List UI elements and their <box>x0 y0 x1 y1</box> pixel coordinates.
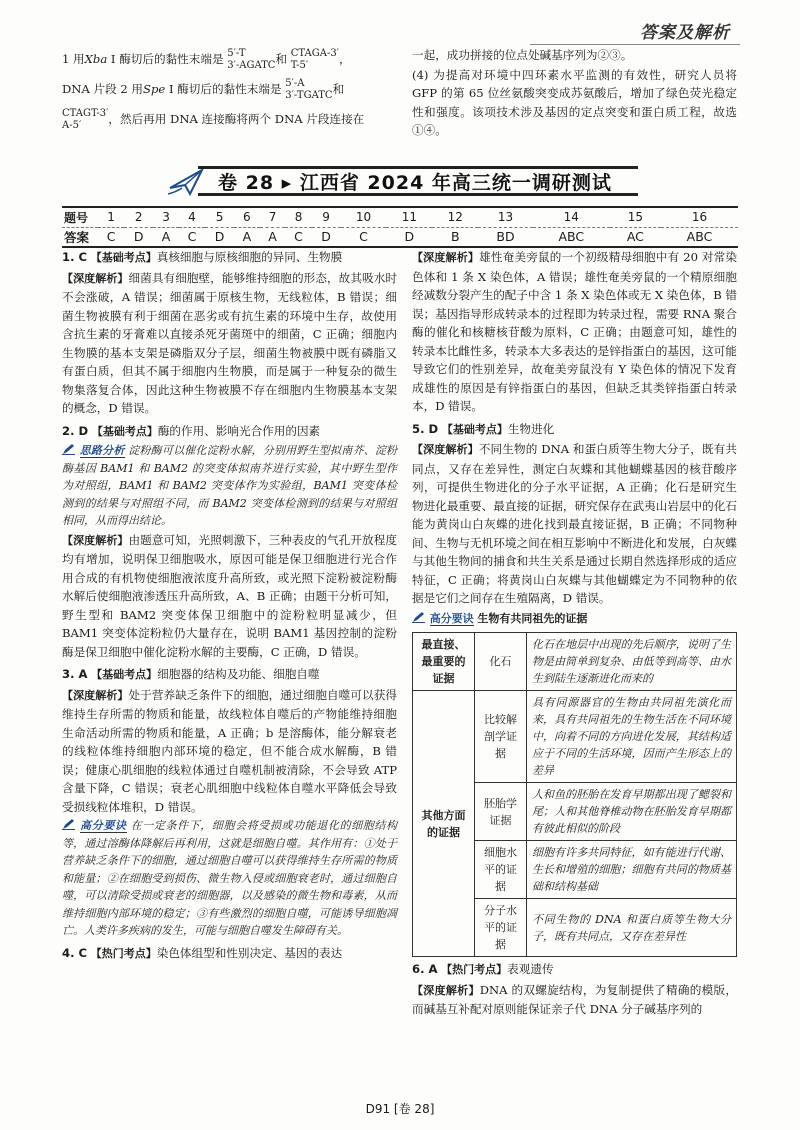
answer-cell: A <box>260 227 286 247</box>
q5-analysis: 【深度解析】不同生物的 DNA 和蛋白质等生物大分子，既有共同点，又存在差异性，测定白灰蝶和其他蝴蝶基因的核苷酸序列，可提供生物进化的分子水平证据，A 正确；化石是研究生物进化最重要、最直接的证据，研究保存在武夷山岩层中的化石能为黄岗山白灰蝶的进化找到最直接证据，B 正确；不同物种间、生物与无机环境之间在相互影响中不断进化和发展，白灰蝶与其他生物间的捕食和共生关系是通过长期自然选择形成的适应特征，C 正确；将黄岗山白灰蝶与其他蝴蝶定为不同物种的依据是它们之间存在生殖隔离，D 错误。 <box>412 442 738 605</box>
answer-cell: A <box>153 227 179 247</box>
question-number-label: 题号 <box>62 207 98 227</box>
q2-idea: 思路分析 淀粉酶可以催化淀粉水解，分别用野生型拟南芥、淀粉酶基因 BAM1 和 BAM2 的突变体拟南芥进行实验，其中野生型作为对照组，BAM1 和 BAM2 突变体作为实验组，BAM1 突变体检测到的结果与对照组不同，而 BAM2 突变体检测到的结果与对照组相同，从而得出结论。 <box>62 444 398 527</box>
answer-row <box>62 227 738 247</box>
question-number-cell: 5 <box>205 207 234 227</box>
answer-cell: ABC <box>533 227 610 247</box>
right-top-continuation <box>412 46 737 141</box>
answer-label: 答案 <box>62 227 98 247</box>
q2-heading: 2. D 【基础考点】酶的作用、影响光合作用的因素 <box>62 423 321 438</box>
q1-analysis: 【深度解析】细菌具有细胞壁，能够维持细胞的形态，故其吸水时不会涨破，A 错误；细菌属于原核生物，无线粒体，B 错误；细菌生物被膜有利于细菌在恶劣或有抗生素的环境中生存，故使用含抗生素的牙膏难以直接杀死牙菌斑中的细菌，C 正确；细胞内生物膜的基本支架是磷脂双分子层，细菌生物被膜中既有磷脂又有蛋白质，但其不属于细胞内生物膜，而是属于一种复杂的微生物集落复合体，因此这种生物被膜不存在细胞内生物膜基本支架的概念，D 错误。 <box>62 270 397 415</box>
q3-key-tip: 高分要诀 在一定条件下，细胞会将受损或功能退化的细胞结构等，通过溶酶体降解后再利用，这就是细胞自噬。其作用有：①处于营养缺乏条件下的细胞，通过细胞自噬可以获得维持生存所需的物质和能量；②在细胞受到损伤、微生物入侵或细胞衰老时，通过细胞自噬，可以清除受损或衰老的细胞器，以及感染的微生物和毒素，从而维持细胞内部环境的稳定；③有些激烈的细胞自噬，可能诱导细胞凋亡。人类许多疾病的发生，可能与细胞自噬发生障碍有关。 <box>62 819 398 937</box>
question-number-cell: 3 <box>153 207 179 227</box>
q3-analysis: 【深度解析】处于营养缺乏条件下的细胞，通过细胞自噬可以获得维持生存所需的物质和能量，故线粒体自噬后的产物能维持细胞生命活动所需的物质和能量，A 正确；b 是溶酶体，能分解衰老的线粒体维持细胞内部环境的稳定，但不能合成水解酶，B 错误；健康心肌细胞的线粒体通过自噬机制被清除，不会导致 ATP 含量下降，C 错误；衰老心肌细胞中线粒体自噬水平降低会导致受损线粒体堆积，D 错误。 <box>62 687 397 814</box>
answer-cell: D <box>205 227 234 247</box>
answer-cell: D <box>312 227 341 247</box>
q2-analysis: 【深度解析】由题意可知，光照刺激下，三种表皮的气孔开放程度均有增加，说明保卫细胞吸水，原因可能是保卫细胞进行光合作用合成的有机物使细胞液浓度升高所致，或光照下淀粉被淀粉酶水解后使细胞液渗透压升高所致，A、B 正确；由题干分析可知，野生型和 BAM2 突变体保卫细胞中的淀粉粒明显减少，但 BAM1 突变体淀粉粒仍大量存在，说明 BAM1 基因控制的淀粉酶是保卫细胞中催化淀粉水解的主要酶，C 正确，D 错误。 <box>62 532 397 659</box>
sticky-end-2: CTAGA-3′ T-5′ <box>290 48 339 71</box>
left-column <box>62 248 397 964</box>
answer-key-table <box>62 206 738 248</box>
evidence-row: 胚胎学证据 人和鱼的胚胎在发育早期都出现了鳃裂和尾；人和其他脊椎动物在胚胎发育早期都有彼此相似的阶段 <box>413 783 737 841</box>
question-number-row <box>62 207 738 227</box>
page-footer: D91 [卷 28] <box>365 1102 435 1116</box>
q5-key-tip: 高分要诀 生物有共同祖先的证据 <box>412 609 737 629</box>
q3-heading: 3. A 【基础考点】细胞器的结构及功能、细胞自噬 <box>62 667 320 681</box>
q4-analysis: 【深度解析】雄性奄美旁鼠的一个初级精母细胞中有 20 对常染色体和 1 条 X 染色体，A 错误；雄性奄美旁鼠的一个精原细胞经减数分裂产生的配子中含 1 条 X 染色体或无 X 染色体，B 错误；基因指导形成转录本的过程即为转录过程，需要 RNA 聚合酶的催化和核糖核苷酸为原料，C 正确；由题意可知，雄性的转录本比雌性多，转录本大多表达的是锌指蛋白的基因，这可能导致它们的性别差异，故奄美旁鼠没有 Y 染色体的情况下发育成雄性的原因是有锌指蛋白的基因，但缺乏其类锌指蛋白转录本，D 错误。 <box>412 250 738 413</box>
answer-cell: C <box>98 227 124 247</box>
right-column <box>412 248 737 1020</box>
question-number-cell: 14 <box>533 207 610 227</box>
answer-cell: AC <box>610 227 661 247</box>
exam-title: 卷 28 ▸ 江西省 2024 年高三统一调研测试 <box>218 172 612 194</box>
question-number-cell: 8 <box>285 207 311 227</box>
answer-part-4: (4) 为提高对环境中四环素水平监测的有效性，研究人员将 GFP 的第 65 位丝氨酸突变成苏氨酸后，增加了绿色荧光稳定性和强度。该项技术涉及基因的定点突变和蛋白质工程，故选①④。 <box>412 67 737 137</box>
answer-continuation: 一起，成功拼接的位点处碱基序列为②③。 <box>412 48 633 62</box>
evidence-row: 其他方面的证据 比较解剖学证据 具有同源器官的生物由共同祖先演化而来，具有共同祖先的生物生活在不同环境中，向着不同的方向进化发展，其结构适应于不同的生活环境，因而产生形态上的差异 <box>413 691 737 783</box>
question-number-cell: 12 <box>432 207 478 227</box>
header-rule <box>530 44 740 45</box>
q1-heading: 1. C 【基础考点】真核细胞与原核细胞的异同、生物膜 <box>62 250 343 264</box>
sticky-end-3: 5′-A 3′-TGATC <box>285 78 333 101</box>
sticky-end-line-3: CTAGT-3′ A-5′ ，然后再用 DNA 连接酶将两个 DNA 片段连接在 <box>62 108 365 131</box>
header-tag: 答案及解析 <box>640 23 730 43</box>
sticky-end-4: CTAGT-3′ A-5′ <box>62 108 109 131</box>
sticky-end-line-2: DNA 片段 2 用Spe Ⅰ 酶切后的黏性末端是 5′-A 3′-TGATC和 <box>62 78 345 101</box>
evidence-row: 分子水平的证据 不同生物的 DNA 和蛋白质等生物大分子，既有共同点，又存在差异性 <box>413 899 737 957</box>
answer-cell: B <box>432 227 478 247</box>
answer-cell: C <box>179 227 205 247</box>
question-number-cell: 1 <box>98 207 124 227</box>
answer-cell: A <box>234 227 260 247</box>
answer-cell: ABC <box>661 227 738 247</box>
sticky-end-line-1: 1 用Xba Ⅰ 酶切后的黏性末端是 5′-T 3′-AGATC和 CTAGA-3′ T-5′ ， <box>62 48 351 71</box>
q6-analysis: 【深度解析】DNA 的双螺旋结构，为复制提供了精确的模版，而碱基互补配对原则能保证亲子代 DNA 分子碱基序列的 <box>412 982 738 1016</box>
pen-icon <box>412 611 426 623</box>
question-number-cell: 15 <box>610 207 661 227</box>
pen-icon <box>62 818 76 830</box>
question-number-cell: 6 <box>234 207 260 227</box>
exam-title-banner <box>168 162 640 200</box>
question-number-cell: 10 <box>341 207 387 227</box>
question-number-cell: 7 <box>260 207 286 227</box>
q5-heading: 5. D 【基础考点】生物进化 <box>412 421 555 436</box>
q4-heading: 4. C 【热门考点】染色体组型和性别决定、基因的表达 <box>62 945 343 960</box>
evidence-table <box>412 632 737 957</box>
answer-cell: D <box>124 227 153 247</box>
question-number-cell: 11 <box>386 207 432 227</box>
answer-cell: C <box>341 227 387 247</box>
left-top-continuation <box>62 48 397 133</box>
evidence-row: 细胞水平的证据 细胞有许多共同特征，如有能进行代谢、生长和增殖的细胞；细胞有共同的物质基础和结构基础 <box>413 841 737 899</box>
sticky-end-1: 5′-T 3′-AGATC <box>227 48 276 71</box>
question-number-cell: 4 <box>179 207 205 227</box>
question-number-cell: 9 <box>312 207 341 227</box>
q6-heading: 6. A 【热门考点】表观遗传 <box>412 962 554 976</box>
answer-cell: BD <box>478 227 533 247</box>
question-number-cell: 16 <box>661 207 738 227</box>
question-number-cell: 2 <box>124 207 153 227</box>
question-number-cell: 13 <box>478 207 533 227</box>
answer-cell: D <box>386 227 432 247</box>
pen-icon <box>62 443 76 455</box>
answer-cell: C <box>285 227 311 247</box>
evidence-row-fossil: 最直接、最重要的证据 化石 化石在地层中出现的先后顺序，说明了生物是由简单到复杂、由低等到高等、由水生到陆生逐渐进化而来的 <box>413 633 737 691</box>
